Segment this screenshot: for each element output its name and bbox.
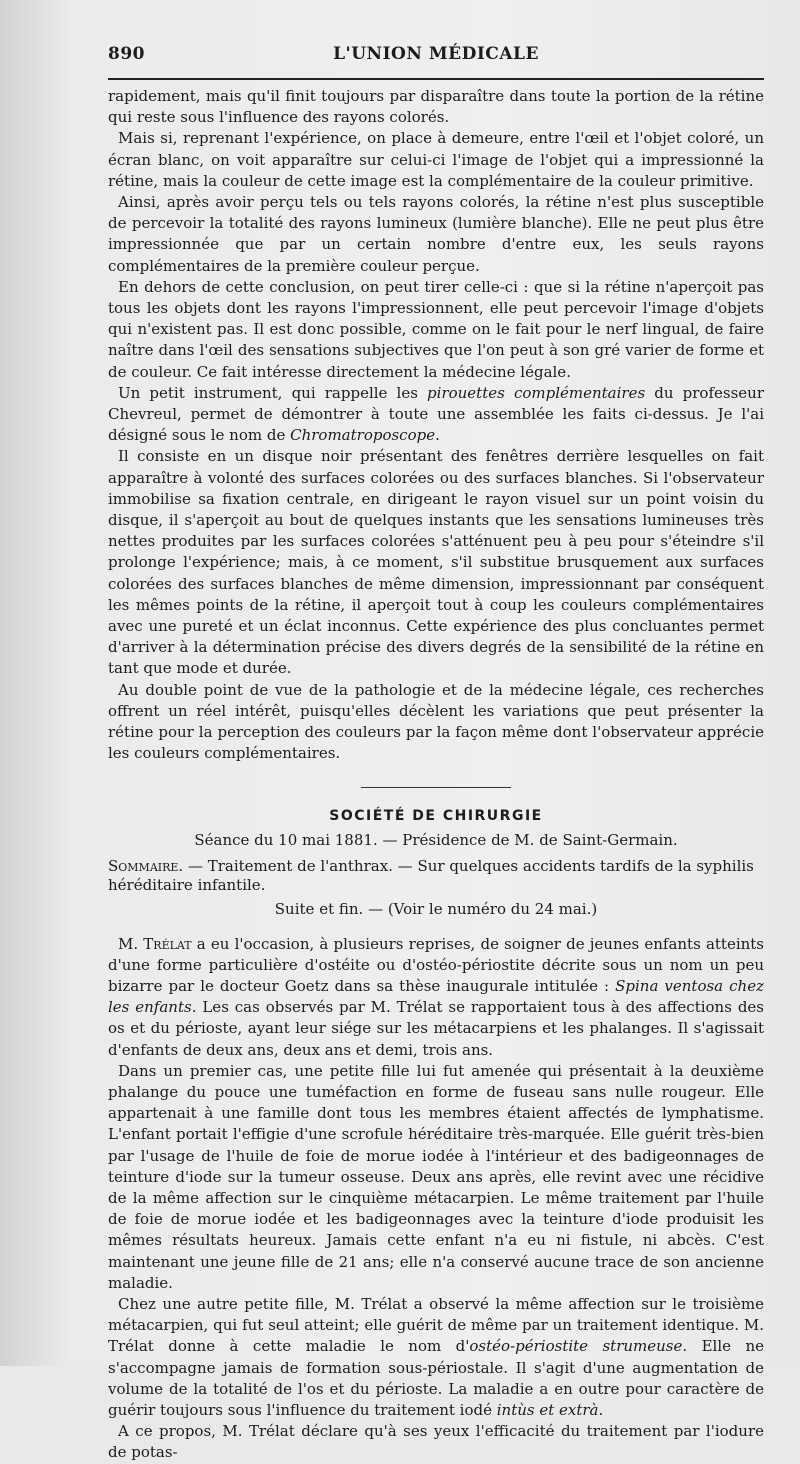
- paragraph: A ce propos, M. Trélat déclare qu'à ses yeux l'efficacité du traitement par l'iodure de potas-: [108, 1422, 764, 1462]
- paragraph: Au double point de vue de la pathologie et de la médecine légale, ces recherches offrent un réel intérêt, puisqu'elles décèlent les variations que peut présenter la rétine pour la perception des couleurs par la façon même dont l'observateur apprécie les couleurs complémentaires.: [108, 680, 764, 763]
- summary-label: Sommaire.: [108, 856, 184, 875]
- italic-term: pirouettes complémentaires: [427, 383, 646, 402]
- italic-term: Chromatroposcope: [290, 426, 436, 445]
- speaker-name: M. Trélat: [118, 934, 192, 953]
- paragraph-trelat: M. Trélat a eu l'occasion, à plusieurs reprises, de soigner de jeunes enfants atteints d'une forme particulière d'ostéite ou d'ostéo-périostite décrite sous un nom un peu bizarre par le docteur Goetz dans sa thèse inaugurale intitulée : Spina ventosa chez les enfants. Les cas observés par M. Trélat se rapportaient tous à des affections des os et du périoste, ayant leur siége sur les métacarpiens et les phalanges. Il s'agissait d'enfants de deux ans, deux ans et demi, trois ans.: [108, 934, 765, 1059]
- paragraph: rapidement, mais qu'il finit toujours par disparaître dans toute la portion de la rétine qui reste sous l'influence des rayons colorés.: [108, 87, 764, 127]
- section-title: SOCIÉTÉ DE CHIRURGIE: [329, 807, 543, 824]
- paragraph-chromatroposcope: Un petit instrument, qui rappelle les pirouettes complémentaires du professeur Chevreul, permet de démontrer à toute une assemblée les faits ci-dessus. Je l'ai désigné sous le nom de Chromatroposcope.: [108, 383, 764, 445]
- paragraph: Mais si, reprenant l'expérience, on place à demeure, entre l'œil et l'objet coloré, un écran blanc, on voit apparaître sur celui-ci l'image de l'objet qui a impressionné la rétine, mais la couleur de cette image est la complémentaire de la couleur primitive.: [108, 129, 764, 190]
- page-number: 890: [108, 44, 145, 64]
- summary: Sommaire. — Traitement de l'anthrax. — Sur quelques accidents tardifs de la syphilis héréditaire infantile.: [108, 856, 754, 894]
- continued-note: Suite et fin. — (Voir le numéro du 24 mai.): [274, 899, 598, 918]
- paragraph: En dehors de cette conclusion, on peut tirer celle-ci : que si la rétine n'aperçoit pas tous les objets dont les rayons l'impressionnent, elle peut percevoir l'image d'objets qui n'existent pas. Il est donc possible, comme on le fait pour le nerf lingual, de faire naître dans l'œil des sensations subjectives que l'on peut à son gré varier de forme et de couleur. Ce fait intéresse directement la médecine légale.: [108, 277, 764, 381]
- italic-term: intùs et extrà: [496, 1400, 599, 1419]
- page-header: [108, 44, 764, 74]
- italic-term: Spina ventosa chez les enfants: [108, 976, 764, 1017]
- paragraph: Il consiste en un disque noir présentant des fenêtres derrière lesquelles on fait apparaître à volonté des surfaces colorées ou des surfaces blanches. Si l'observateur immobilise sa fixation centrale, en dirigeant le rayon visuel sur un point voisin du disque, il s'aperçoit au bout de quelques instants que les sensations lumineuses très nettes produites par les surfaces colorées s'atténuent peu à peu pour s'éteindre s'il prolonge l'expérience; mais, à ce moment, s'il substitue brusquement aux surfaces colorées des surfaces blanches de même dimension, impressionnant par conséquent les mêmes points de la rétine, il aperçoit tout à coup les couleurs complémentaires avec une pureté et un éclat inconnus. Cette expérience des plus concluantes permet d'arriver à la détermination précise des divers degrés de la sensibilité de la rétine en tant que mode et durée.: [108, 447, 764, 678]
- italic-term: ostéo-périostite strumeuse: [469, 1337, 683, 1356]
- running-title: L'UNION MÉDICALE: [333, 44, 539, 64]
- header-rule: [108, 78, 764, 80]
- paragraph: Dans un premier cas, une petite fille lui fut amenée qui présentait à la deuxième phalange du pouce une tuméfaction en forme de fuseau sans nulle rougeur. Elle appartenait à une famille dont tous les membres étaient affectés de lymphatisme. L'enfant portait l'effigie d'une scrofule héréditaire très-marquée. Elle guérit très-bien par l'usage de l'huile de foie de morue iodée à l'intérieur et des badigeonnages de teinture d'iode sur la tumeur osseuse. Deux ans après, elle revint avec une récidive de la même affection sur le cinquième métacarpien. Le même traitement par l'huile de foie de morue iodée et les badigeonnages avec la teinture d'iode produisit les mêmes résultats heureux. Jamais cette enfant n'a eu ni fistule, ni abcès. C'est maintenant une jeune fille de 21 ans; elle n'a conservé aucune trace de son ancienne maladie.: [108, 1061, 764, 1292]
- paragraph-second-case: Chez une autre petite fille, M. Trélat a observé la même affection sur le troisième métacarpien, qui fut seul atteint; elle guérit de même par un traitement identique. M. Trélat donne à cette maladie le nom d'ostéo-périostite strumeuse. Elle ne s'accompagne jamais de formation sous-périostale. Il s'agit d'une augmentation de volume de la totalité de l'os et du périoste. La maladie a en outre pour caractère de guérir toujours sous l'influence du traitement iodé intùs et extrà.: [108, 1294, 765, 1419]
- section-divider: [361, 787, 511, 788]
- paragraph: Ainsi, après avoir perçu tels ou tels rayons colorés, la rétine n'est plus susceptible de percevoir la totalité des rayons lumineux (lumière blanche). Elle ne peut plus être impressionnée que par un certain nombre d'entre eux, les seuls rayons complémentaires de la première couleur perçue.: [108, 193, 764, 275]
- session-line: Séance du 10 mai 1881. — Présidence de M. de Saint-Germain.: [194, 830, 678, 849]
